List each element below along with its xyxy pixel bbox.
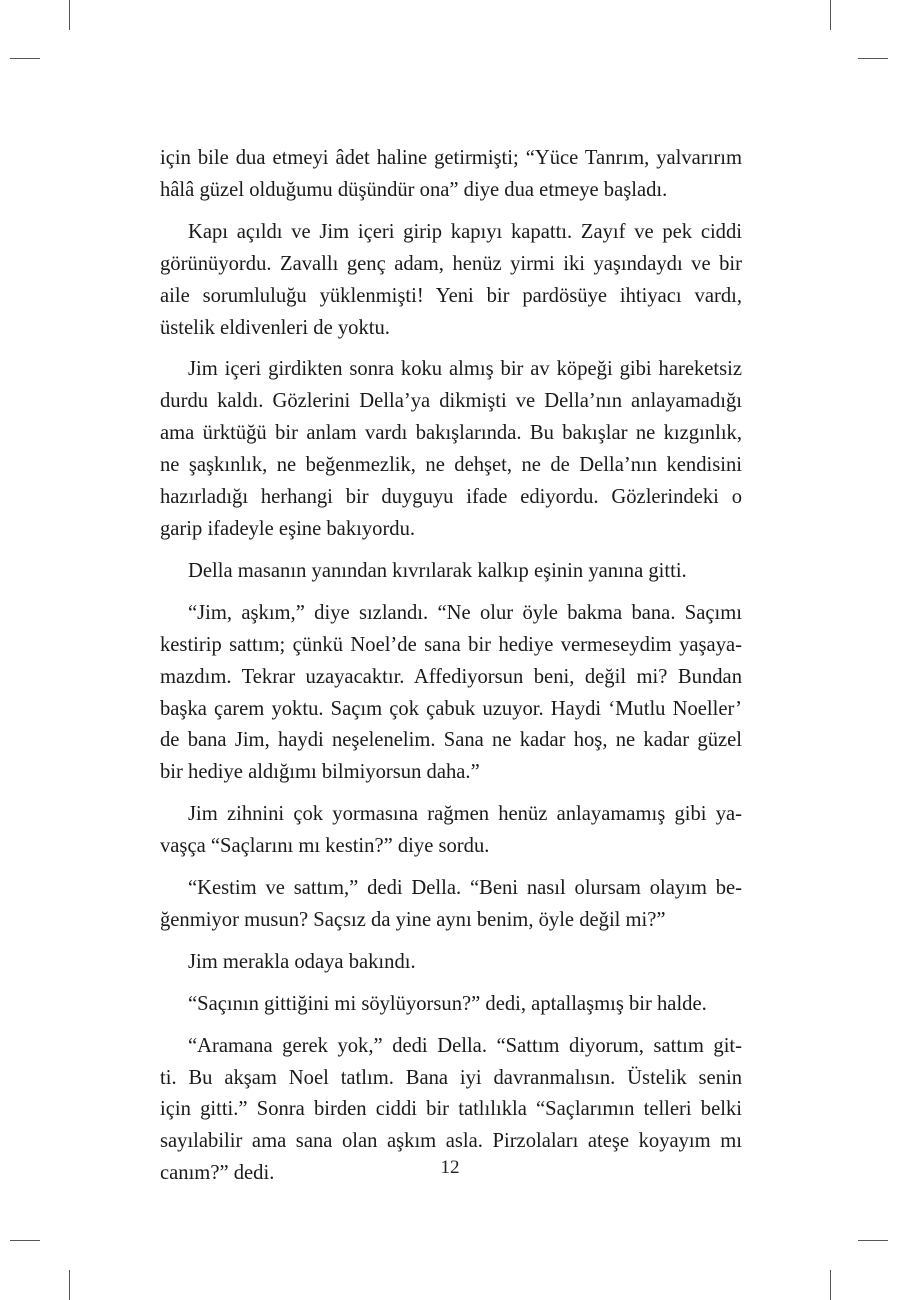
paragraph [160,143,742,207]
text-line: hazırladığı herhangi bir duyguyu ifade ediyordu. Gözlerindeki o [160,486,742,509]
text-line: garip ifadeyle eşine bakıyordu. [160,517,416,540]
text-line: ti. Bu akşam Noel tatlım. Bana iyi davranmalısın. Üstelik senin [160,1066,742,1089]
paragraph [160,556,742,588]
text-line: de bana Jim, haydi neşelenelim. Sana ne kadar hoş, ne kadar güzel [160,729,742,752]
text-line: sayılabilir ama sana olan aşkım asla. Pirzolaları ateşe koyayım mı [160,1130,742,1153]
crop-mark-top-left-horizontal [10,58,40,59]
text-line: aile sorumluluğu yüklenmişti! Yeni bir pardösüye ihtiyacı vardı, [160,284,742,307]
text-line: “Kestim ve sattım,” dedi Della. “Beni nasıl olursam olayım be- [188,877,742,900]
text-line: ama ürktüğü bir anlam vardı bakışlarında. Bu bakışlar ne kızgınlık, [160,422,742,445]
paragraph [160,873,742,937]
crop-mark-bottom-right-horizontal [858,1240,888,1241]
text-line: Jim zihnini çok yormasına rağmen henüz anlayamamış gibi ya- [188,803,742,826]
text-line: hâlâ güzel olduğumu düşündür ona” diye dua etmeye başladı. [160,178,668,201]
body-text [160,143,742,1200]
text-line: “Aramana gerek yok,” dedi Della. “Sattım diyorum, sattım git- [188,1034,742,1057]
text-line: durdu kaldı. Gözlerini Della’ya dikmişti ve Della’nın anlayamadığı [160,390,742,413]
crop-mark-bottom-right-vertical [830,1270,831,1300]
text-line: “Saçının gittiğini mi söylüyorsun?” dedi, aptallaşmış bir halde. [188,992,707,1015]
text-line: “Jim, aşkım,” diye sızlandı. “Ne olur öyle bakma bana. Saçımı [188,601,742,624]
paragraph [160,354,742,545]
text-line: için gitti.” Sonra birden ciddi bir tatlılıkla “Saçlarımın telleri belki [160,1098,742,1121]
crop-mark-bottom-left-vertical [69,1270,70,1300]
page-number: 12 [440,1157,460,1178]
crop-mark-top-right-horizontal [858,58,888,59]
text-line: bir hediye aldığımı bilmiyorsun daha.” [160,761,480,784]
crop-mark-bottom-left-horizontal [10,1240,40,1241]
paragraph [160,598,742,789]
paragraph [160,947,742,979]
paragraph [160,989,742,1021]
crop-mark-top-right-vertical [830,0,831,30]
paragraph [160,217,742,345]
text-line: canım?” dedi. [160,1162,275,1185]
paragraph [160,799,742,863]
text-line: Della masanın yanından kıvrılarak kalkıp eşinin yanına gitti. [188,559,687,582]
text-line: Jim içeri girdikten sonra koku almış bir av köpeği gibi hareketsiz [188,358,742,381]
text-line: görünüyordu. Zavallı genç adam, henüz yirmi iki yaşındaydı ve bir [160,252,742,275]
text-line: için bile dua etmeyi âdet haline getirmişti; “Yüce Tanrım, yalvarırım [160,147,742,169]
text-line: ne şaşkınlık, ne beğenmezlik, ne dehşet, ne de Della’nın kendisini [160,454,742,477]
text-line: vaşça “Saçlarını mı kestin?” diye sordu. [160,835,490,858]
text-line: ğenmiyor musun? Saçsız da yine aynı benim, öyle değil mi?” [160,908,666,931]
text-line: Kapı açıldı ve Jim içeri girip kapıyı kapattı. Zayıf ve pek ciddi [188,220,742,243]
crop-mark-top-left-vertical [69,0,70,30]
text-line: başka çarem yoktu. Saçım çok çabuk uzuyor. Haydi ‘Mutlu Noeller’ [160,697,742,720]
text-line: kestirip sattım; çünkü Noel’de sana bir hediye vermeseydim yaşaya- [160,633,742,656]
text-line: mazdım. Tekrar uzayacaktır. Affediyorsun beni, değil mi? Bundan [160,665,742,688]
text-line: üstelik eldivenleri de yoktu. [160,316,390,339]
text-line: Jim merakla odaya bakındı. [188,950,416,973]
